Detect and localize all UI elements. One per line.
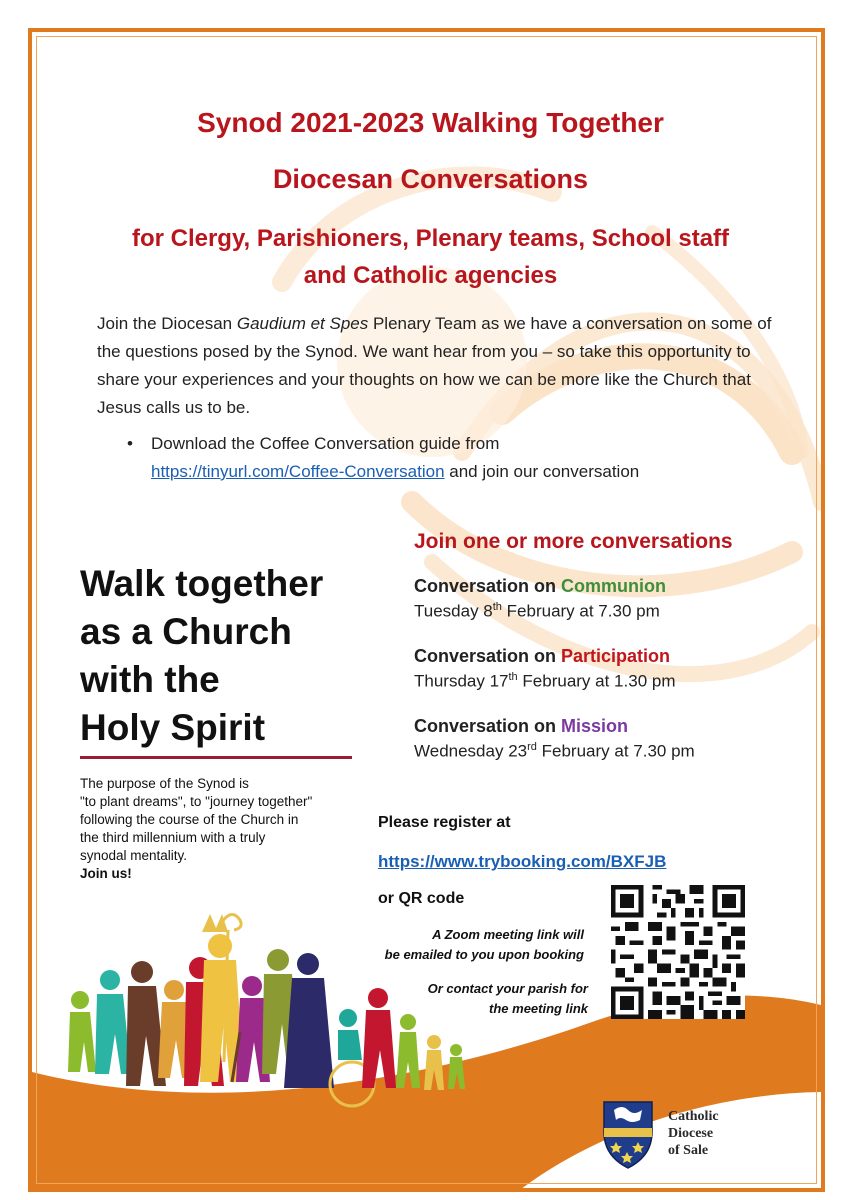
- diocese-name-line: Diocese: [668, 1126, 714, 1141]
- purpose-line: following the course of the Church in: [80, 812, 299, 827]
- register-label: Please register at: [378, 814, 511, 831]
- contact-note-line: the meeting link: [489, 1001, 588, 1016]
- walk-together-heading: [80, 560, 323, 752]
- qr-code-label: or QR code: [378, 890, 465, 907]
- audience-line-2: and Catholic agencies: [303, 262, 558, 289]
- conversation-topic: Communion: [561, 576, 667, 596]
- intro-rest: Plenary Team as we have a conversation on some of the questions posed by the Synod. We want hear from you – so take this opportunity to share your experiences and your thoughts on how we can be more like the Church that Jesus calls us to be.: [97, 314, 772, 417]
- coffee-conversation-link[interactable]: https://tinyurl.com/Coffee-Conversation: [151, 462, 445, 481]
- conversation-day: Wednesday 23: [414, 741, 528, 761]
- conversation-label: Conversation on: [414, 646, 562, 666]
- conversation-topic: Mission: [561, 716, 629, 736]
- bullet-dot: •: [127, 434, 133, 453]
- conversation-label: Conversation on: [414, 576, 562, 596]
- synod-purpose: [80, 775, 380, 883]
- poster-frame: [28, 28, 825, 1192]
- conversation-day-suffix: th: [508, 671, 518, 683]
- audience-heading: [32, 220, 825, 294]
- intro-italic: Gaudium et Spes: [236, 314, 369, 333]
- conversation-day-suffix: rd: [527, 741, 537, 753]
- purpose-line: the third millennium with a truly: [80, 830, 266, 845]
- qr-code[interactable]: [611, 885, 745, 1019]
- bullet-after: and join our conversation: [444, 462, 640, 481]
- page-subtitle: Diocesan Conversations: [272, 164, 589, 194]
- conversation-day: Thursday 17: [414, 671, 509, 691]
- diocese-name-line: Catholic: [668, 1109, 719, 1124]
- diocese-name-line: of Sale: [668, 1143, 709, 1158]
- conversation-day: Tuesday 8: [414, 601, 493, 621]
- audience-line-1: for Clergy, Parishioners, Plenary teams, School staff: [131, 225, 730, 252]
- contact-note-line: Or contact your parish for: [427, 981, 588, 996]
- purpose-line: synodal mentality.: [80, 848, 188, 863]
- conversation-participation: [414, 646, 676, 692]
- diocese-shield-icon: [600, 1098, 656, 1170]
- diocese-name: [668, 1108, 719, 1159]
- purpose-line: "to plant dreams", to "journey together": [80, 794, 313, 809]
- zoom-note: [332, 925, 584, 965]
- download-bullet: [127, 430, 777, 486]
- conversation-label: Conversation on: [414, 716, 562, 736]
- conversation-mission: [414, 716, 695, 762]
- contact-note: [332, 979, 588, 1019]
- conversation-time: February at 7.30 pm: [501, 601, 660, 621]
- page-title: Synod 2021-2023 Walking Together: [197, 107, 664, 138]
- walk-line-2: as a Church: [80, 611, 292, 652]
- conversation-day-suffix: th: [492, 601, 502, 613]
- zoom-note-line: be emailed to you upon booking: [384, 947, 584, 962]
- walk-line-3: with the: [80, 659, 220, 700]
- conversations-heading: Join one or more conversations: [414, 530, 733, 553]
- conversation-time: February at 1.30 pm: [517, 671, 676, 691]
- trybooking-link[interactable]: https://www.trybooking.com/BXFJB: [378, 852, 667, 871]
- heading-underline: [80, 756, 352, 759]
- bullet-text: Download the Coffee Conversation guide from: [151, 434, 500, 453]
- purpose-line: The purpose of the Synod is: [80, 776, 249, 791]
- intro-paragraph: [97, 310, 777, 422]
- intro-prefix: Join the Diocesan: [97, 314, 237, 333]
- walk-line-1: Walk together: [80, 563, 324, 604]
- conversation-time: February at 7.30 pm: [536, 741, 695, 761]
- conversation-communion: [414, 576, 666, 622]
- conversation-topic: Participation: [561, 646, 671, 666]
- walk-line-4: Holy Spirit: [80, 707, 266, 748]
- join-us-text: Join us!: [80, 866, 132, 881]
- zoom-note-line: A Zoom meeting link will: [432, 927, 584, 942]
